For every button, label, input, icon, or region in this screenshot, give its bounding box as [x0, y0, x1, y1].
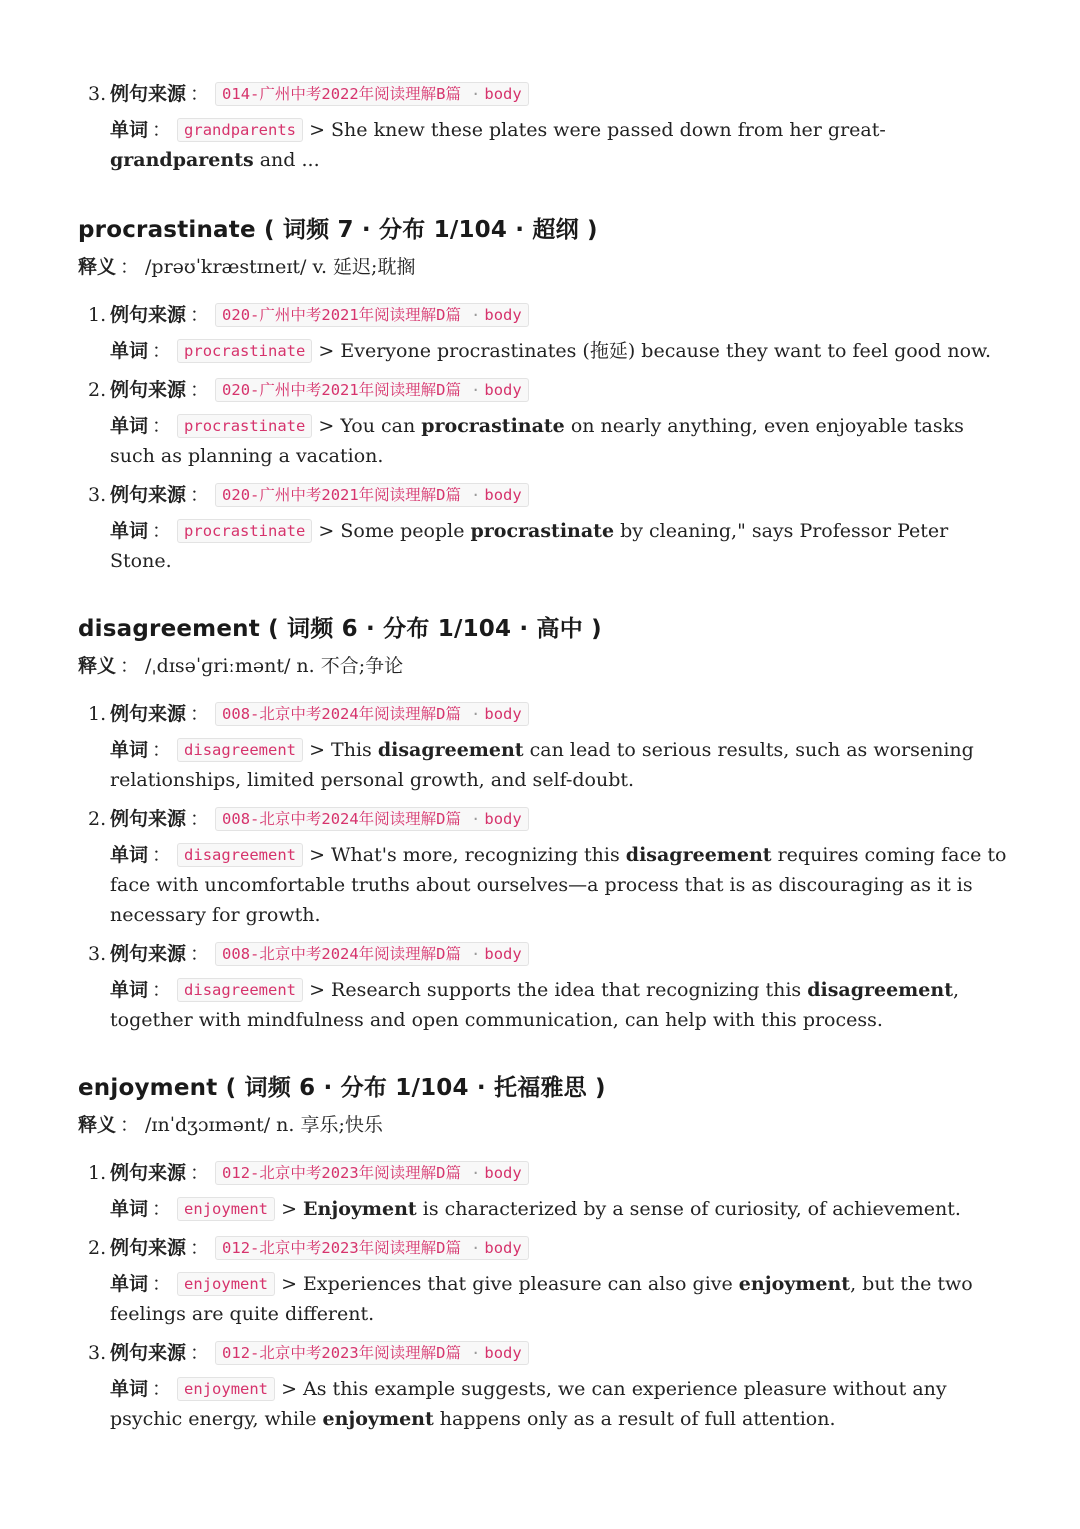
example-source-row	[110, 473, 1008, 516]
example-source-label: 例句来源	[110, 304, 187, 326]
source-tag[interactable]	[215, 807, 529, 831]
colon: ：	[152, 119, 172, 141]
separator-dot: ·	[471, 381, 481, 399]
source-section: body	[484, 486, 522, 504]
highlighted-word: disagreement	[807, 979, 953, 1001]
separator-dot: ·	[471, 85, 481, 103]
sentence-text: Some people	[340, 520, 471, 542]
example-item	[78, 72, 1008, 175]
colon: ：	[152, 739, 172, 761]
example-sentence	[110, 840, 1008, 930]
colon: ：	[152, 1378, 172, 1400]
colon: ：	[190, 484, 210, 506]
arrow: >	[318, 415, 335, 437]
source-tag[interactable]	[215, 702, 529, 726]
highlighted-word: grandparents	[110, 149, 254, 171]
word-entry	[78, 215, 1008, 576]
example-number: 1.	[88, 1162, 107, 1184]
colon: ：	[190, 83, 210, 105]
word-tag[interactable]: enjoyment	[177, 1272, 275, 1296]
highlighted-word: enjoyment	[738, 1273, 851, 1295]
entry-heading: procrastinate ( 词频 7 · 分布 1/104 · 超纲 )	[78, 217, 598, 243]
word-label: 单词	[110, 1198, 149, 1220]
highlighted-word: procrastinate	[421, 415, 565, 437]
colon: ：	[152, 340, 172, 362]
colon: ：	[190, 1342, 210, 1364]
sentence-text: Everyone procrastinates (拖延) because they want to feel good now.	[340, 340, 992, 362]
word-label: 单词	[110, 1378, 149, 1400]
separator-dot: ·	[471, 945, 481, 963]
example-item	[78, 1151, 1008, 1224]
example-sentence	[110, 1374, 1008, 1434]
sentence-text: requires coming face to face with uncomfortable truths about ourselves—a process that is as discouraging as it is necessary for growth.	[110, 844, 1007, 926]
sentence-text: happens only as a result of full attention.	[433, 1408, 836, 1430]
arrow: >	[309, 119, 325, 141]
source-tag[interactable]	[215, 942, 529, 966]
word-label: 单词	[110, 1273, 149, 1295]
source-section: body	[484, 85, 522, 103]
source-name: 020-广州中考2021年阅读理解D篇	[222, 381, 462, 399]
separator-dot: ·	[471, 306, 481, 324]
sentence-text: As this example suggests, we can experience pleasure without any psychic energy, while	[110, 1378, 947, 1430]
highlighted-word: Enjoyment	[303, 1198, 417, 1220]
sentence-text: You can	[340, 415, 422, 437]
word-label: 单词	[110, 739, 149, 761]
word-tag[interactable]: enjoyment	[177, 1377, 275, 1401]
source-name: 012-北京中考2023年阅读理解D篇	[222, 1344, 462, 1362]
word-label: 单词	[110, 520, 149, 542]
example-number: 3.	[88, 943, 107, 965]
source-section: body	[484, 810, 522, 828]
source-section: body	[484, 381, 522, 399]
separator-dot: ·	[471, 486, 481, 504]
continued-example	[78, 72, 1008, 175]
colon: ：	[152, 1273, 172, 1295]
definition-text: /ˌdɪsəˈɡriːmənt/ n. 不合;争论	[145, 655, 404, 677]
example-item	[78, 293, 1008, 366]
example-number: 2.	[88, 1237, 107, 1259]
example-source-row	[110, 692, 1008, 735]
example-number: 3.	[88, 484, 107, 506]
sentence-text: , together with mindfulness and open communication, can help with this process.	[110, 979, 960, 1031]
example-sentence	[110, 1269, 1008, 1329]
arrow: >	[281, 1378, 297, 1400]
arrow: >	[318, 520, 335, 542]
example-sentence	[110, 516, 1008, 576]
word-label: 单词	[110, 119, 149, 141]
source-section: body	[484, 1239, 522, 1257]
colon: ：	[190, 703, 210, 725]
highlighted-word: disagreement	[625, 844, 772, 866]
arrow: >	[281, 1198, 297, 1220]
example-item	[78, 692, 1008, 795]
example-number: 1.	[88, 703, 107, 725]
example-source-row	[110, 932, 1008, 975]
source-name: 008-北京中考2024年阅读理解D篇	[222, 705, 462, 723]
word-tag[interactable]: procrastinate	[177, 339, 312, 363]
source-tag[interactable]	[215, 1161, 529, 1185]
example-number: 1.	[88, 304, 107, 326]
separator-dot: ·	[471, 1164, 481, 1182]
source-name: 020-广州中考2021年阅读理解D篇	[222, 486, 462, 504]
example-source-row	[110, 1226, 1008, 1269]
example-source-label: 例句来源	[110, 943, 187, 965]
example-list	[78, 1151, 1008, 1434]
definition-row	[78, 1111, 1008, 1139]
example-sentence	[110, 735, 1008, 795]
sentence-text: What's more, recognizing this	[331, 844, 626, 866]
source-tag[interactable]	[215, 378, 529, 402]
word-tag[interactable]: procrastinate	[177, 519, 312, 543]
sentence-text: , but the two feelings are quite different.	[110, 1273, 973, 1325]
source-tag[interactable]	[215, 82, 529, 106]
sentence-text: and ...	[253, 149, 320, 171]
word-tag[interactable]: grandparents	[177, 118, 303, 142]
source-tag[interactable]	[215, 1341, 529, 1365]
colon: ：	[152, 1198, 172, 1220]
vocabulary-page	[78, 72, 1008, 1436]
arrow: >	[309, 739, 325, 761]
entry-heading: disagreement ( 词频 6 · 分布 1/104 · 高中 )	[78, 616, 602, 642]
separator-dot: ·	[471, 1344, 481, 1362]
word-label: 单词	[110, 415, 149, 437]
source-section: body	[484, 1344, 522, 1362]
sentence-text: by cleaning," says Professor Peter Stone.	[110, 520, 949, 572]
word-tag[interactable]: procrastinate	[177, 414, 312, 438]
source-name: 012-北京中考2023年阅读理解D篇	[222, 1164, 462, 1182]
example-source-row	[110, 797, 1008, 840]
example-list	[78, 293, 1008, 576]
example-source-label: 例句来源	[110, 83, 187, 105]
sentence-text: on nearly anything, even enjoyable tasks such as planning a vacation.	[110, 415, 964, 467]
sentence-text: This	[331, 739, 378, 761]
example-number: 3.	[88, 83, 107, 105]
definition-label: 释义	[78, 1114, 117, 1136]
colon: ：	[190, 304, 210, 326]
definition-label: 释义	[78, 256, 117, 278]
word-entries	[78, 215, 1008, 1434]
highlighted-word: disagreement	[377, 739, 524, 761]
separator-dot: ·	[471, 705, 481, 723]
word-label: 单词	[110, 844, 149, 866]
colon: ：	[120, 655, 140, 677]
source-name: 014-广州中考2022年阅读理解B篇	[222, 85, 462, 103]
example-number: 2.	[88, 808, 107, 830]
arrow: >	[309, 979, 325, 1001]
example-item	[78, 797, 1008, 930]
word-tag[interactable]: disagreement	[177, 738, 303, 762]
arrow: >	[309, 844, 325, 866]
colon: ：	[190, 1237, 210, 1259]
example-source-label: 例句来源	[110, 1342, 187, 1364]
entry-heading: enjoyment ( 词频 6 · 分布 1/104 · 托福雅思 )	[78, 1075, 606, 1101]
example-number: 2.	[88, 379, 107, 401]
definition-text: /ɪnˈdʒɔɪmənt/ n. 享乐;快乐	[145, 1114, 383, 1136]
example-source-label: 例句来源	[110, 703, 187, 725]
colon: ：	[190, 943, 210, 965]
colon: ：	[152, 520, 172, 542]
sentence-text: Experiences that give pleasure can also give	[303, 1273, 739, 1295]
example-sentence	[110, 411, 1008, 471]
example-sentence	[110, 336, 1008, 366]
source-name: 008-北京中考2024年阅读理解D篇	[222, 810, 462, 828]
colon: ：	[120, 256, 140, 278]
example-source-label: 例句来源	[110, 379, 187, 401]
word-tag[interactable]: enjoyment	[177, 1197, 275, 1221]
word-tag[interactable]: disagreement	[177, 843, 303, 867]
example-source-label: 例句来源	[110, 484, 187, 506]
source-tag[interactable]	[215, 1236, 529, 1260]
example-item	[78, 473, 1008, 576]
example-sentence	[110, 975, 1008, 1035]
example-item	[78, 1226, 1008, 1329]
example-list	[78, 692, 1008, 1035]
arrow: >	[281, 1273, 297, 1295]
definition-label: 释义	[78, 655, 117, 677]
source-section: body	[484, 306, 522, 324]
colon: ：	[152, 415, 172, 437]
colon: ：	[190, 1162, 210, 1184]
example-sentence	[110, 115, 1008, 175]
colon: ：	[152, 979, 172, 1001]
word-entry	[78, 1073, 1008, 1434]
source-tag[interactable]	[215, 303, 529, 327]
example-source-row	[110, 1151, 1008, 1194]
definition-row	[78, 652, 1008, 680]
example-source-row	[110, 293, 1008, 336]
highlighted-word: procrastinate	[470, 520, 615, 542]
example-source-label: 例句来源	[110, 808, 187, 830]
example-source-label: 例句来源	[110, 1162, 187, 1184]
source-name: 008-北京中考2024年阅读理解D篇	[222, 945, 462, 963]
example-sentence	[110, 1194, 1008, 1224]
definition-row	[78, 253, 1008, 281]
source-section: body	[484, 945, 522, 963]
sentence-text: She knew these plates were passed down from her great-	[331, 119, 886, 141]
sentence-text: is characterized by a sense of curiosity, of achievement.	[416, 1198, 961, 1220]
source-tag[interactable]	[215, 483, 529, 507]
sentence-text: can lead to serious results, such as worsening relationships, limited personal growth, and self-doubt.	[110, 739, 974, 791]
word-label: 单词	[110, 979, 149, 1001]
example-item	[78, 932, 1008, 1035]
source-section: body	[484, 705, 522, 723]
colon: ：	[190, 379, 210, 401]
separator-dot: ·	[471, 810, 481, 828]
example-source-row	[110, 72, 1008, 115]
source-name: 020-广州中考2021年阅读理解D篇	[222, 306, 462, 324]
colon: ：	[152, 844, 172, 866]
source-section: body	[484, 1164, 522, 1182]
word-entry	[78, 614, 1008, 1035]
example-item	[78, 1331, 1008, 1434]
example-source-label: 例句来源	[110, 1237, 187, 1259]
colon: ：	[190, 808, 210, 830]
separator-dot: ·	[471, 1239, 481, 1257]
source-name: 012-北京中考2023年阅读理解D篇	[222, 1239, 462, 1257]
word-label: 单词	[110, 340, 149, 362]
example-item	[78, 368, 1008, 471]
example-list	[78, 72, 1008, 175]
highlighted-word: enjoyment	[322, 1408, 434, 1430]
definition-text: /prəʊˈkræstɪneɪt/ v. 延迟;耽搁	[145, 256, 416, 278]
colon: ：	[120, 1114, 140, 1136]
example-source-row	[110, 1331, 1008, 1374]
word-tag[interactable]: disagreement	[177, 978, 303, 1002]
example-source-row	[110, 368, 1008, 411]
arrow: >	[318, 340, 335, 362]
sentence-text: Research supports the idea that recognizing this	[331, 979, 808, 1001]
example-number: 3.	[88, 1342, 107, 1364]
